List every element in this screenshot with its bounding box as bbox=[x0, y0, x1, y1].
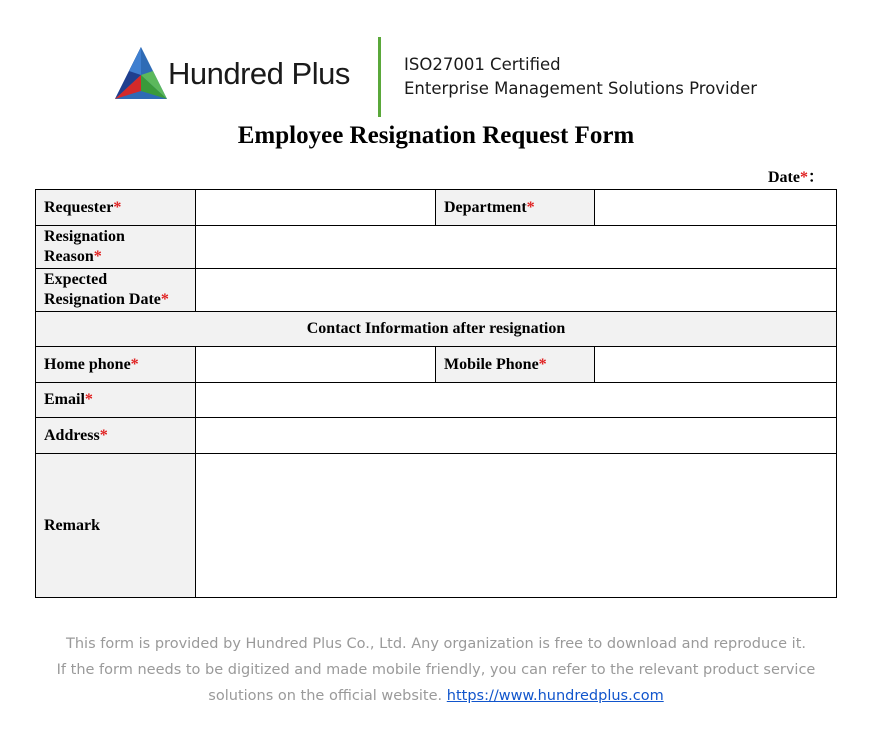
form-row-requester bbox=[36, 190, 837, 226]
header bbox=[0, 0, 872, 120]
department-label: Department* bbox=[436, 190, 595, 226]
form-row-address bbox=[36, 418, 837, 454]
mobile-phone-field[interactable] bbox=[595, 347, 837, 383]
triangle-logo-icon bbox=[113, 45, 169, 101]
resignation-reason-field[interactable] bbox=[196, 226, 837, 269]
form-row-contact-section bbox=[36, 312, 837, 347]
form-row-email bbox=[36, 383, 837, 418]
resignation-form-table bbox=[35, 189, 837, 598]
footer-line-2: If the form needs to be digitized and made mobile friendly, you can refer to the relevant product service bbox=[56, 662, 816, 678]
form-row-phones bbox=[36, 347, 837, 383]
address-field[interactable] bbox=[196, 418, 837, 454]
expected-date-label: Expected Resignation Date* bbox=[36, 269, 196, 312]
page-title: Employee Resignation Request Form bbox=[237, 122, 635, 149]
cert-line-2: Enterprise Management Solutions Provider bbox=[404, 79, 758, 98]
remark-label: Remark bbox=[36, 454, 196, 598]
brand-name: Hundred Plus bbox=[168, 56, 350, 91]
email-label: Email* bbox=[36, 383, 196, 418]
footer-line-1: This form is provided by Hundred Plus Co., Ltd. Any organization is free to download and reproduce it. bbox=[66, 636, 806, 652]
expected-date-field[interactable] bbox=[196, 269, 837, 312]
home-phone-label: Home phone* bbox=[36, 347, 196, 383]
requester-field[interactable] bbox=[196, 190, 436, 226]
email-field[interactable] bbox=[196, 383, 837, 418]
cert-line-1: ISO27001 Certified bbox=[404, 55, 561, 74]
form-row-reason bbox=[36, 226, 837, 269]
footer-line-3: solutions on the official website. https://www.hundredplus.com bbox=[208, 688, 664, 704]
requester-label: Requester* bbox=[36, 190, 196, 226]
form-row-remark bbox=[36, 454, 837, 598]
date-label: Date*： bbox=[768, 169, 824, 186]
certification-text bbox=[404, 53, 757, 101]
home-phone-field[interactable] bbox=[196, 347, 436, 383]
mobile-phone-label: Mobile Phone* bbox=[436, 347, 595, 383]
form-row-expected-date bbox=[36, 269, 837, 312]
remark-field[interactable] bbox=[196, 454, 837, 598]
website-link[interactable]: https://www.hundredplus.com bbox=[446, 688, 664, 704]
department-field[interactable] bbox=[595, 190, 837, 226]
header-divider bbox=[378, 37, 381, 117]
resignation-reason-label: Resignation Reason* bbox=[36, 226, 196, 269]
address-label: Address* bbox=[36, 418, 196, 454]
contact-section-heading: Contact Information after resignation bbox=[36, 312, 837, 347]
footer-note bbox=[0, 631, 872, 709]
